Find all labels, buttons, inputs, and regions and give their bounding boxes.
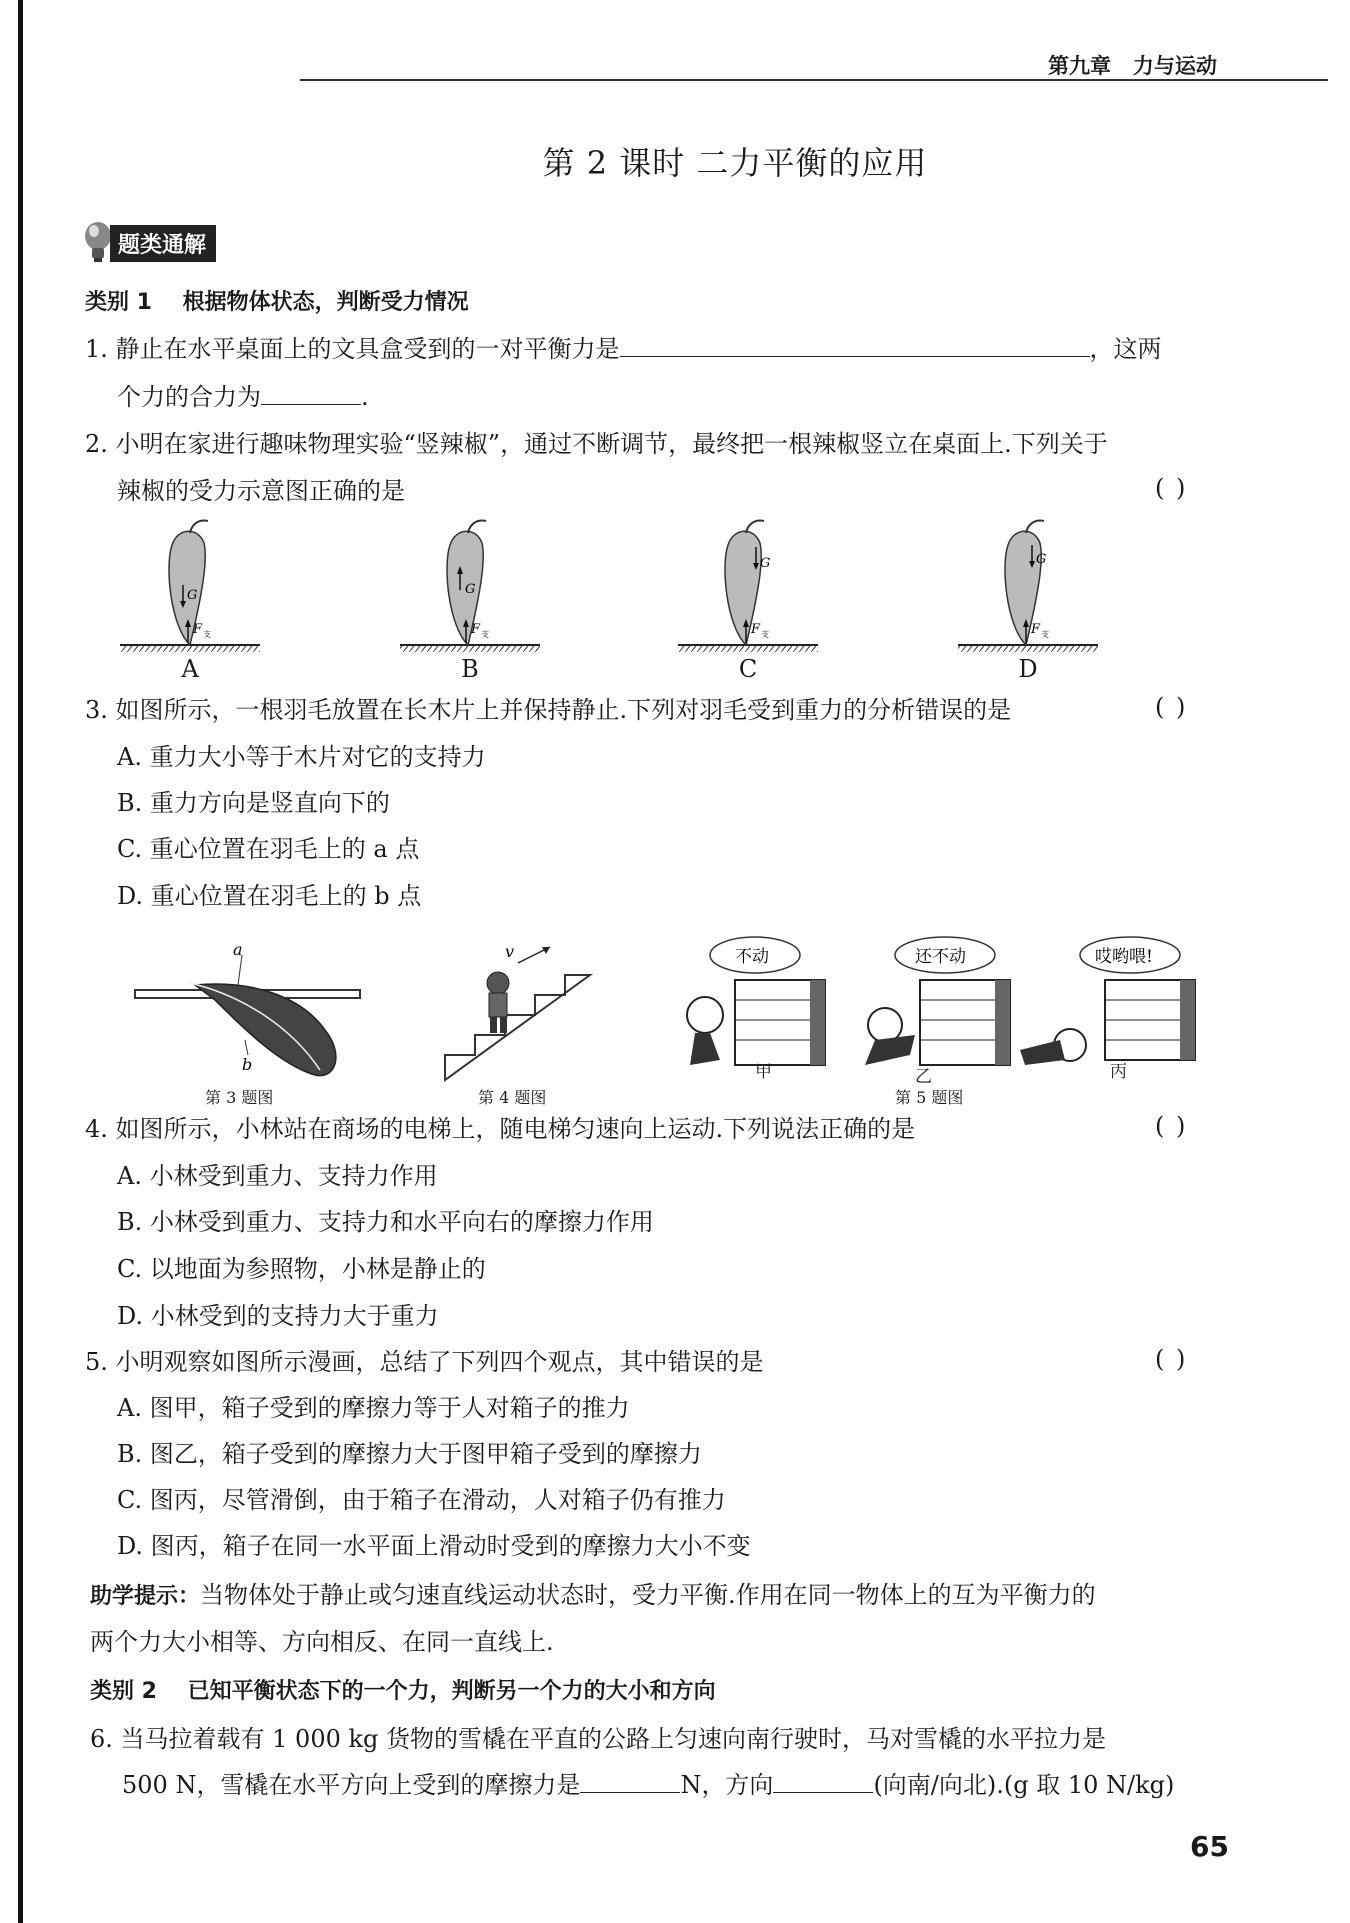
q5-answer-paren[interactable]: ( ) [1155, 1345, 1188, 1373]
q2-d-label-f-sub: 支 [1041, 630, 1049, 639]
q1-answer-blank-2[interactable] [261, 382, 361, 405]
q1-answer-blank-1[interactable] [620, 334, 1090, 357]
q3-option-a: A. 重力大小等于木片对它的支持力 [117, 743, 486, 771]
q3-answer-paren[interactable]: ( ) [1155, 693, 1188, 721]
question-2-line-1: 2. 小明在家进行趣味物理实验“竖辣椒”，通过不断调节，最终把一根辣椒竖立在桌面上.下列关于 [85, 430, 1108, 458]
q2-d-label-g: G [1036, 552, 1047, 567]
question-4-stem: 4. 如图所示，小林站在商场的电梯上，随电梯匀速向上运动.下列说法正确的是 [85, 1115, 916, 1143]
q6-text-a: 500 N，雪橇在水平方向上受到的摩擦力是 [122, 1771, 581, 1799]
fig5-label-yi: 乙 [915, 1067, 932, 1087]
q5-option-b: B. 图乙，箱子受到的摩擦力大于图甲箱子受到的摩擦力 [117, 1440, 702, 1468]
q6-answer-blank-2[interactable] [773, 1770, 873, 1793]
q5-option-a: A. 图甲，箱子受到的摩擦力等于人对箱子的推力 [117, 1394, 630, 1422]
chapter-header: 第九章 力与运动 [1048, 54, 1217, 78]
fig4-caption: 第 4 题图 [478, 1088, 547, 1107]
q2-d-label-f: F [1031, 622, 1041, 637]
q6-text-b: N，方向 [680, 1771, 774, 1799]
q4-option-d: D. 小林受到的支持力大于重力 [117, 1302, 439, 1330]
figure-row [120, 935, 1220, 1110]
fig4-velocity-label: v [505, 942, 515, 961]
q4-option-b: B. 小林受到重力、支持力和水平向右的摩擦力作用 [117, 1208, 654, 1236]
question-1-line-2 [117, 380, 369, 414]
q1-text-b: ，这两 [1089, 335, 1162, 363]
fig3-feather [135, 940, 360, 1076]
question-6-line-2 [122, 1768, 1174, 1802]
question-5-stem: 5. 小明观察如图所示漫画，总结了下列四个观点，其中错误的是 [85, 1348, 764, 1376]
question-1-line-1 [85, 332, 1162, 366]
q2-c-label-f-sub: 支 [761, 630, 769, 639]
fig5-label-bing: 丙 [1110, 1062, 1127, 1082]
q6-answer-blank-1[interactable] [580, 1770, 680, 1793]
q2-option-b-letter: B [461, 655, 479, 683]
q1-text-c: 个力的合力为 [117, 383, 261, 411]
q3-option-c: C. 重心位置在羽毛上的 a 点 [117, 835, 420, 863]
study-hint-line-1 [90, 1578, 1096, 1614]
study-hint-label: 助学提示： [90, 1584, 201, 1609]
q2-option-d-letter: D [1018, 655, 1038, 683]
fig5-bubble-3: 哎哟喂! [1095, 947, 1153, 967]
q2-b-label-f: F [471, 622, 481, 637]
question-6-line-1: 6. 当马拉着载有 1 000 kg 货物的雪橇在平直的公路上匀速向南行驶时，马对雪橇的水平拉力是 [90, 1725, 1107, 1753]
q2-figure-d [958, 521, 1098, 653]
q4-answer-paren[interactable]: ( ) [1155, 1112, 1188, 1140]
q2-option-a-letter: A [181, 655, 199, 683]
section-banner [82, 221, 216, 265]
question-2-line-2: 辣椒的受力示意图正确的是 [117, 477, 405, 505]
fig5-panel-bing [1020, 937, 1195, 1065]
q4-option-c: C. 以地面为参照物，小林是静止的 [117, 1255, 486, 1283]
q2-c-label-g: G [760, 556, 771, 571]
q2-a-label-g: G [187, 588, 198, 603]
q3-option-d: D. 重心位置在羽毛上的 b 点 [117, 882, 422, 910]
q2-b-label-g: G [465, 582, 476, 597]
study-hint-line-2: 两个力大小相等、方向相反、在同一直线上. [90, 1628, 554, 1656]
q5-option-c: C. 图丙，尽管滑倒，由于箱子在滑动，人对箱子仍有推力 [117, 1486, 726, 1514]
q2-a-label-f-sub: 支 [203, 630, 211, 639]
q2-answer-paren[interactable]: ( ) [1155, 474, 1188, 502]
fig4-escalator [445, 942, 590, 1080]
q2-b-label-f-sub: 支 [481, 630, 489, 639]
fig3-point-b: b [242, 1055, 253, 1074]
study-hint-text-1: 当物体处于静止或匀速直线运动状态时，受力平衡.作用在同一物体上的互为平衡力的 [200, 1581, 1096, 1609]
fig5-bubble-2: 还不动 [915, 947, 966, 967]
q2-figure-b [400, 521, 540, 653]
q2-figures [110, 515, 1110, 655]
q2-a-label-f: F [193, 622, 203, 637]
page-title: 第 2 课时 二力平衡的应用 [542, 144, 928, 182]
fig5-panel-yi [865, 937, 1010, 1065]
q4-option-a: A. 小林受到重力、支持力作用 [117, 1162, 438, 1190]
category-1-heading: 类别 1 根据物体状态，判断受力情况 [85, 290, 469, 315]
question-3-stem: 3. 如图所示，一根羽毛放置在长木片上并保持静止.下列对羽毛受到重力的分析错误的是 [85, 696, 1012, 724]
q5-option-d: D. 图丙，箱子在同一水平面上滑动时受到的摩擦力大小不变 [117, 1532, 751, 1560]
q2-option-c-letter: C [738, 655, 758, 683]
q2-c-label-f: F [751, 622, 761, 637]
fig5-panel-jia [687, 937, 825, 1065]
header-rule [300, 79, 1328, 81]
q1-text-d: . [361, 383, 369, 411]
section-banner-label: 题类通解 [110, 225, 216, 262]
fig5-label-jia: 甲 [755, 1062, 772, 1082]
page-number: 65 [1190, 1830, 1229, 1863]
q6-text-c: (向南/向北).(g 取 10 N/kg) [873, 1771, 1175, 1799]
q3-option-b: B. 重力方向是竖直向下的 [117, 789, 390, 817]
fig5-bubble-1: 不动 [735, 947, 769, 967]
fig5-caption: 第 5 题图 [895, 1088, 964, 1107]
fig3-caption: 第 3 题图 [205, 1088, 274, 1107]
category-2-heading: 类别 2 已知平衡状态下的一个力，判断另一个力的大小和方向 [90, 1679, 716, 1704]
q1-text-a: 1. 静止在水平桌面上的文具盒受到的一对平衡力是 [85, 335, 620, 363]
q2-figure-a [120, 521, 260, 653]
binding-edge [18, 0, 23, 1923]
q2-figure-c [678, 521, 818, 653]
fig3-point-a: a [233, 940, 243, 959]
